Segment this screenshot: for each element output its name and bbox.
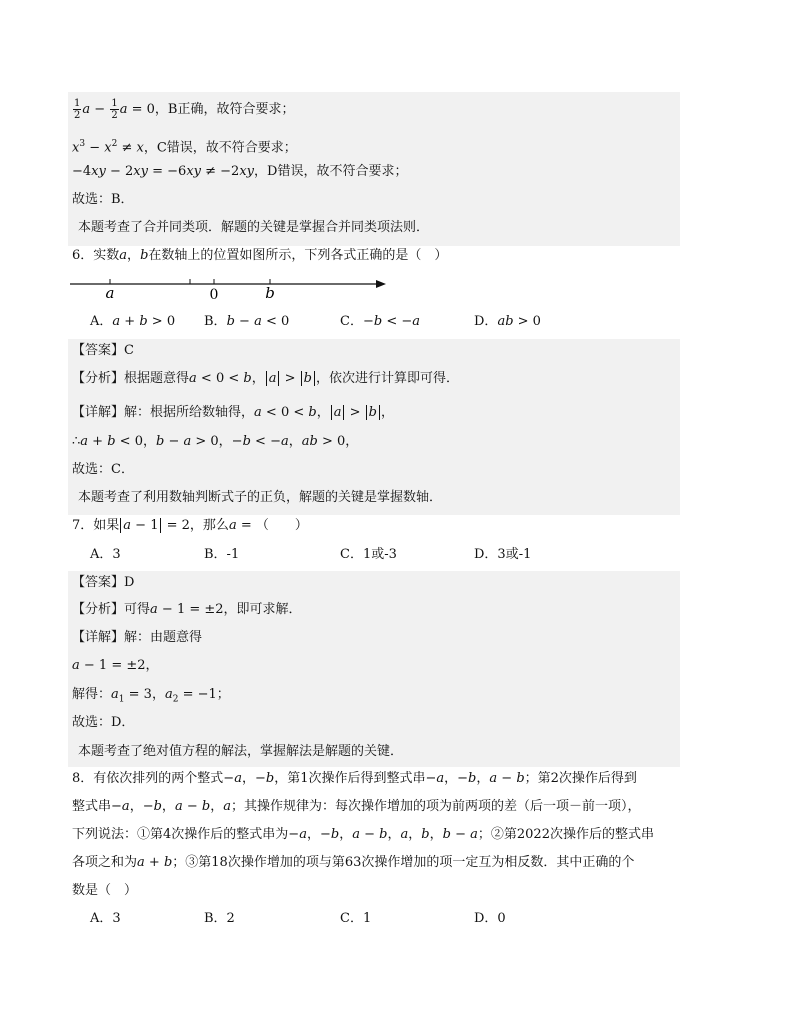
q7-equation: a − 1 = ±2， [72, 658, 159, 673]
q7-detail: 【详解】解：由题意得 [72, 630, 203, 645]
number-line-arrow-icon [376, 280, 386, 288]
axis-label-a: a [105, 284, 115, 302]
prev-line-c: $x^3 - x^2 \ne x$，C错误，故不符合要求； [72, 139, 297, 156]
number-line-figure [68, 272, 388, 302]
q7-choose: 故选：D． [72, 715, 135, 730]
q7-comment: 本题考查了绝对值方程的解法，掌握解法是解题的关键． [78, 744, 404, 759]
q6-stem: 6．实数a，b在数轴上的位置如图所示，下列各式正确的是（ ） [72, 248, 448, 263]
q7-analysis: 【分析】可得a − 1 = ±2，即可求解． [72, 602, 302, 617]
q8-line-5: 数是（ ） [72, 883, 138, 898]
prev-choose: 故选：B． [72, 192, 134, 207]
q8-option-d[interactable]: D．0 [474, 911, 506, 926]
q8-option-b[interactable]: B．2 [204, 911, 235, 926]
q7-option-b[interactable]: B．-1 [204, 547, 240, 562]
q7-answer: 【答案】D [72, 575, 135, 590]
q6-option-c[interactable]: C．−b < −a [340, 314, 421, 329]
q6-option-a[interactable]: A．a + b > 0 [90, 314, 176, 329]
q6-analysis: 【分析】根据题意得a < 0 < b， a > b ，依次进行计算即可得． [72, 371, 459, 386]
q8-line-2: 整式串−a，−b，a − b，a；其操作规律为：每次操作增加的项为前两项的差（后一项－前一项）， [72, 799, 641, 814]
q8-line-4: 各项之和为a + b；③第18次操作增加的项与第63次操作增加的项一定互为相反数．其中正确的个 [72, 855, 635, 870]
q6-answer: 【答案】C [72, 343, 134, 358]
q7-solve: 解得：$a_1 = 3$，$a_2 = -1$； [72, 687, 230, 705]
q7-option-a[interactable]: A．3 [90, 547, 121, 562]
q6-detail: 【详解】解：根据所给数轴得，a < 0 < b， a > b ， [72, 405, 394, 420]
q6-comment: 本题考查了利用数轴判断式子的正负，解题的关键是掌握数轴． [78, 490, 443, 505]
axis-label-0: 0 [209, 287, 219, 302]
q7-option-c[interactable]: C．1或-3 [340, 547, 397, 562]
q8-option-a[interactable]: A．3 [90, 911, 121, 926]
q6-option-d[interactable]: D．ab > 0 [474, 314, 541, 329]
q6-choose: 故选：C． [72, 462, 134, 477]
q7-stem: 7．如果 a − 1 = 2，那么a = （ ） [72, 518, 308, 533]
prev-line-b: $\frac{1}{2}$ a − $\frac{1}{2}$ a = 0，B正确，故符合要求； [74, 98, 295, 121]
prev-comment: 本题考查了合并同类项．解题的关键是掌握合并同类项法则． [78, 220, 430, 235]
q6-option-b[interactable]: B．b − a < 0 [204, 314, 290, 329]
q8-line-3: 下列说法：①第4次操作后的整式串为−a，−b，a − b，a，b，b − a；②第2022次操作后的整式串 [72, 827, 654, 842]
q6-therefore: ∴a + b < 0，b − a > 0，−b < −a，ab > 0， [72, 434, 359, 449]
axis-label-b: b [265, 284, 275, 302]
q7-option-d[interactable]: D．3或-1 [474, 547, 532, 562]
q8-line-1: 8．有依次排列的两个整式−a，−b，第1次操作后得到整式串−a，−b，a − b；第2次操作后得到 [72, 771, 637, 786]
q8-option-c[interactable]: C．1 [340, 911, 372, 926]
prev-line-d: −4xy − 2xy = −6xy ≠ −2xy，D错误，故不符合要求； [72, 164, 408, 179]
